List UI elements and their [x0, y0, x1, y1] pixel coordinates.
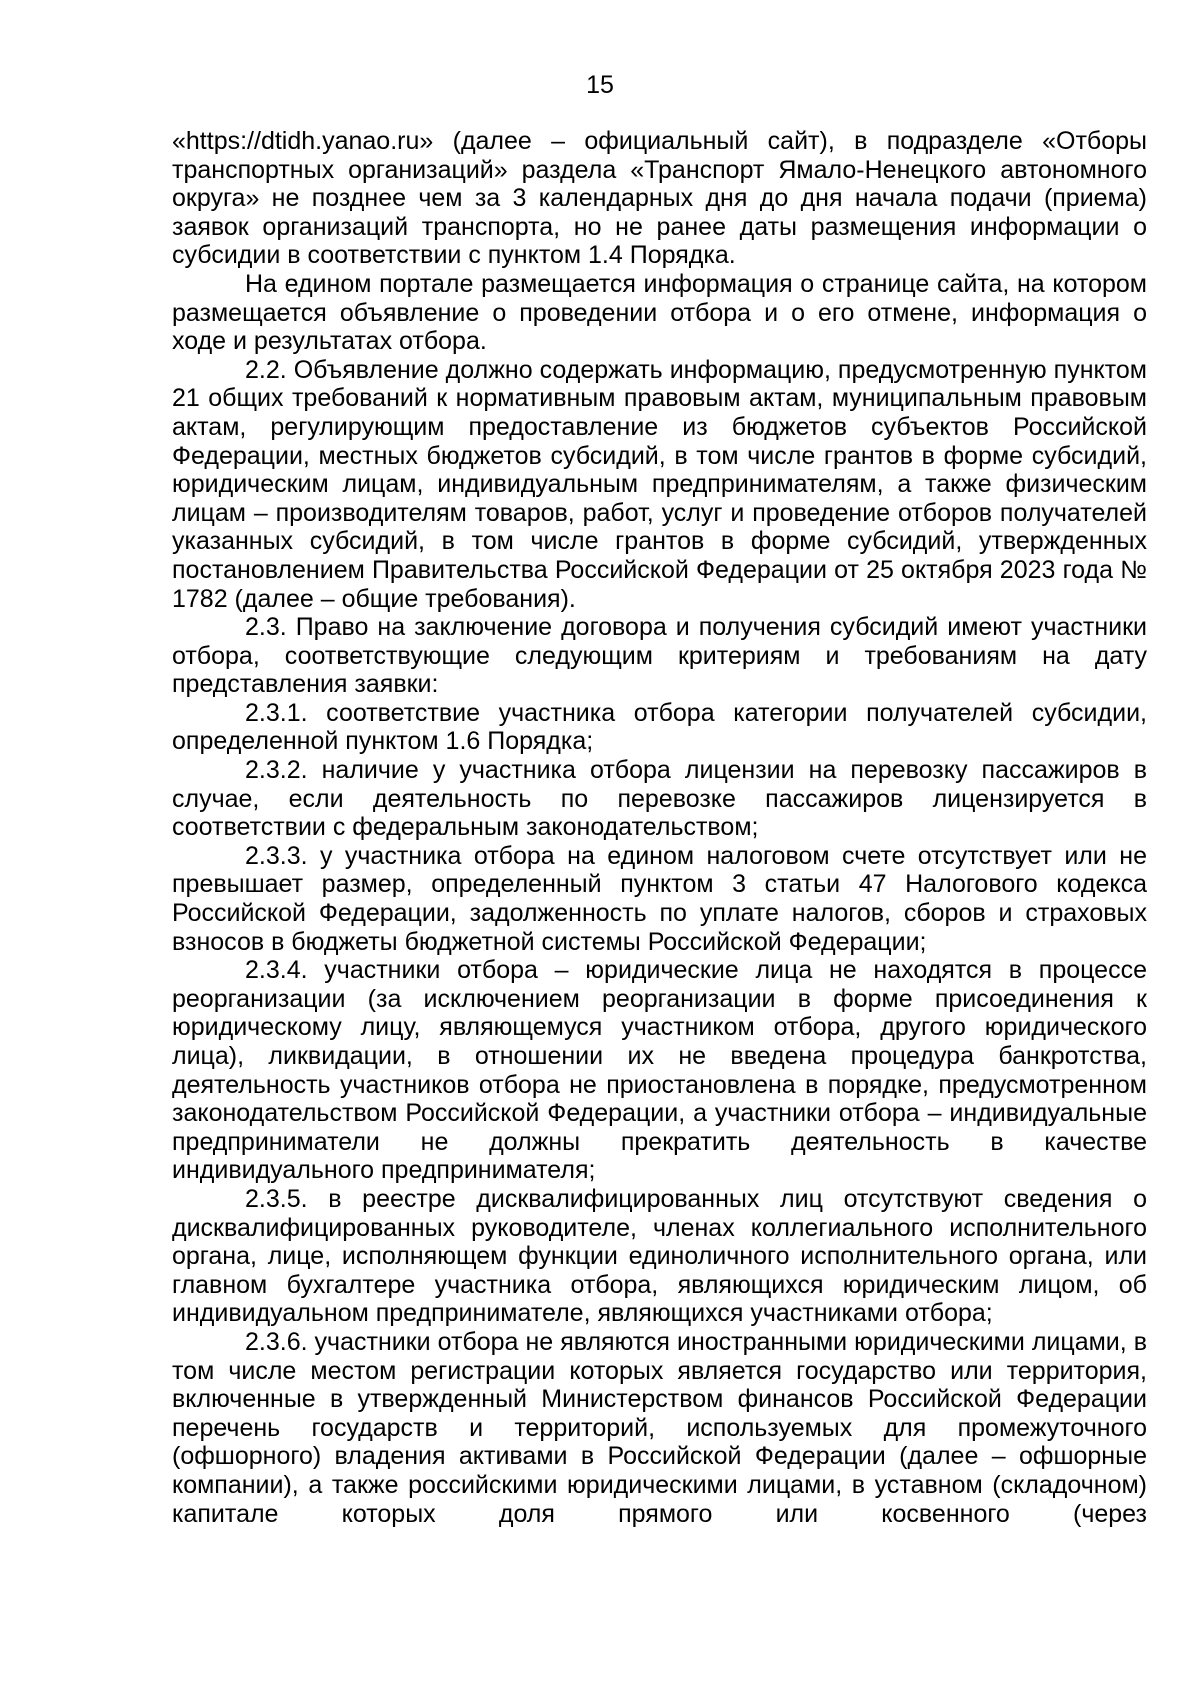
paragraph-2-3: 2.3. Право на заключение договора и получения субсидий имеют участники отбора, соответствующие следующим критериям и требованиям на дату представления заявки: [172, 613, 1147, 699]
paragraph-single-portal: На едином портале размещается информация о странице сайта, на котором размещается объявление о проведении отбора и о его отмене, информация о ходе и результатах отбора. [172, 269, 1147, 356]
document-body [172, 127, 1147, 1528]
page-number: 15 [586, 71, 614, 99]
paragraph-2-3-5: 2.3.5. в реестре дисквалифицированных лиц отсутствуют сведения о дисквалифицированных руководителе, членах коллегиального исполнительного органа, лице, исполняющем функции единоличного исполнительного органа, или главном бухгалтере участника отбора, являющихся юридическим лицом, об индивидуальном предпринимателе, являющихся участниками отбора; [172, 1184, 1147, 1328]
paragraph-2-2: 2.2. Объявление должно содержать информацию, предусмотренную пунктом 21 общих требований к нормативным правовым актам, муниципальным правовым актам, регулирующим предоставление из бюджетов субъектов Российской Федерации, местных бюджетов субсидий, в том числе грантов в форме субсидий, юридическим лицам, индивидуальным предпринимателям, а также физическим лицам – производителям товаров, работ, услуг и проведение отборов получателей указанных субсидий, в том числе грантов в форме субсидий, утвержденных постановлением Правительства Российской Федерации от 25 октября 2023 года № 1782 (далее – общие требования). [172, 355, 1147, 613]
paragraph-2-3-6: 2.3.6. участники отбора не являются иностранными юридическими лицами, в том числе местом регистрации которых является государство или территория, включенные в утвержденный Министерством финансов Российской Федерации перечень государств и территорий, используемых для промежуточного (офшорного) владения активами в Российской Федерации (далее – офшорные компании), а также российскими юридическими лицами, в уставном (складочном) капитале которых доля прямого или косвенного (через [172, 1327, 1147, 1528]
paragraph-2-3-4: 2.3.4. участники отбора – юридические лица не находятся в процессе реорганизации (за исключением реорганизации в форме присоединения к юридическому лицу, являющемуся участником отбора, другого юридического лица), ликвидации, в отношении их не введена процедура банкротства, деятельность участников отбора не приостановлена в порядке, предусмотренном законодательством Российской Федерации, а участники отбора – индивидуальные предприниматели не должны прекратить деятельность в качестве индивидуального предпринимателя; [172, 956, 1147, 1185]
paragraph-2-3-1: 2.3.1. соответствие участника отбора категории получателей субсидии, определенной пунктом 1.6 Порядка; [172, 698, 1147, 756]
paragraph-2-3-3: 2.3.3. у участника отбора на едином налоговом счете отсутствует или не превышает размер, определенный пунктом 3 статьи 47 Налогового кодекса Российской Федерации, задолженность по уплате налогов, сборов и страховых взносов в бюджеты бюджетной системы Российской Федерации; [172, 841, 1147, 956]
paragraph-site-publication: «https://dtidh.yanao.ru» (далее – официальный сайт), в подразделе «Отборы транспортных организаций» раздела «Транспорт Ямало-Ненецкого автономного округа» не позднее чем за 3 календарных дня до дня начала подачи (приема) заявок организаций транспорта, но не ранее даты размещения информации о субсидии в соответствии с пунктом 1.4 Порядка. [172, 127, 1147, 270]
paragraph-2-3-2: 2.3.2. наличие у участника отбора лицензии на перевозку пассажиров в случае, если деятельность по перевозке пассажиров лицензируется в соответствии с федеральным законодательством; [172, 756, 1147, 842]
